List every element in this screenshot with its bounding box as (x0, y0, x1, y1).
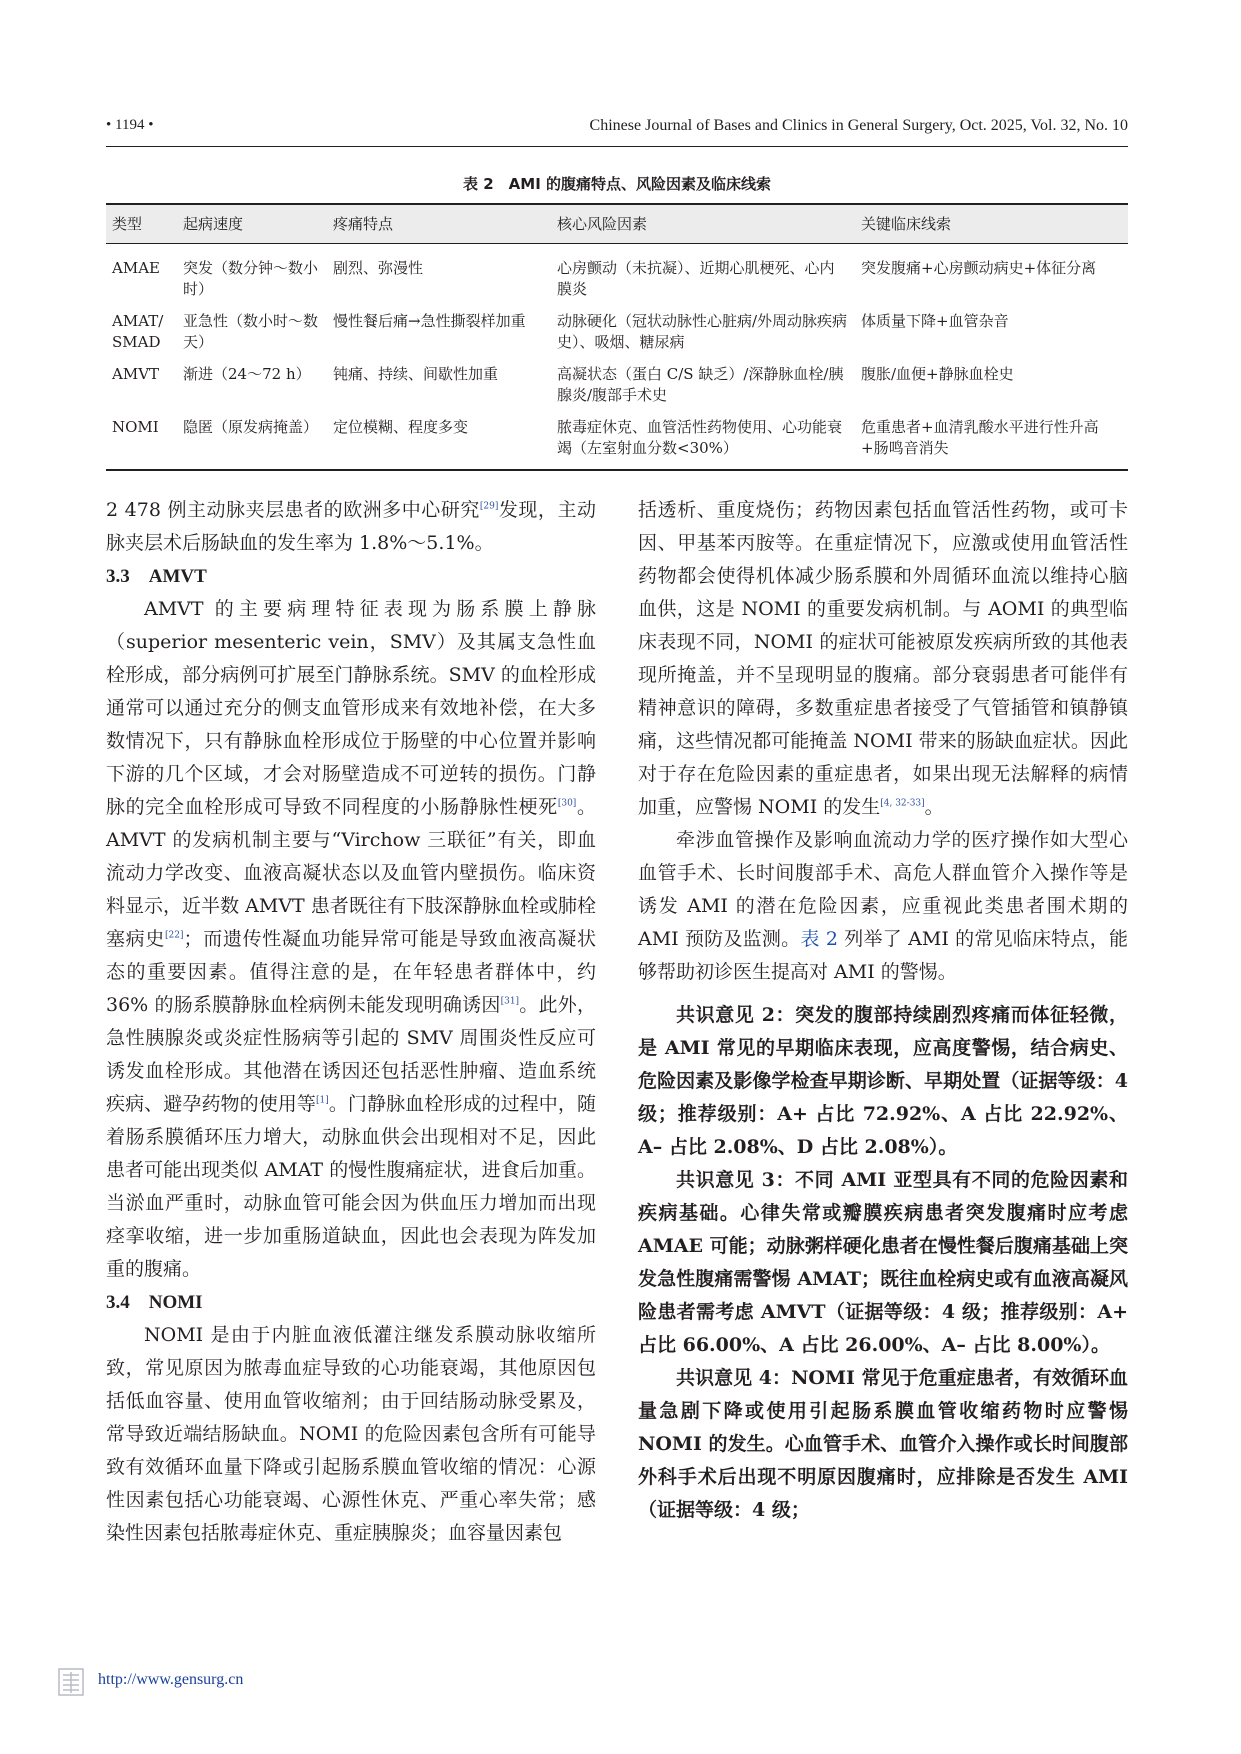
citation-ref[interactable]: [31] (500, 996, 520, 1007)
table-cell: AMAE (112, 259, 160, 277)
right-text-column (638, 494, 1128, 1527)
text-run: 括透析、重度烧伤；药物因素包括血管活性药物，或可卡因、甲基苯丙胺等。在重症情况下，应激或使用血管活性药物都会使得机体减少肠系膜和外周循环血流以维持心脑血供，这是 NOMI 的重要发病机制。与 AOMI 的典型临床表现不同，NOMI 的症状可能被原发疾病所致的其他表现所掩盖，并不呈现明显的腹痛。部分衰弱患者可能伴有精神意识的障碍，多数重症患者接受了气管插管和镇静镇痛，这些情况都可能掩盖 NOMI 带来的肠缺血症状。因此对于存在危险因素的重症患者，如果出现无法解释的病情加重，应警惕 NOMI 的发生 (638, 499, 1128, 818)
header-pain-features: 疼痛特点 (327, 204, 551, 244)
table-cell: 腹胀/血便+静脉血栓史 (861, 365, 1014, 383)
header-divider (106, 146, 1128, 147)
table-row (106, 406, 1128, 470)
table-header-row (106, 204, 1128, 244)
left-text-column (106, 494, 596, 1550)
table-cell: 突发（数分钟～数小时） (183, 259, 319, 298)
table-cell: 钝痛、持续、间歇性加重 (333, 365, 499, 383)
table-link[interactable]: 表 2 (800, 928, 838, 950)
header-onset-speed: 起病速度 (177, 204, 327, 244)
ami-features-table (106, 203, 1128, 471)
table-cell: 体质量下降+血管杂音 (861, 312, 1009, 330)
text-run: 列举了 AMI 的常见临床特点，能够帮助初诊医生提高对 AMI 的警惕。 (638, 928, 1128, 983)
table-cell: 心房颤动（未抗凝）、近期心肌梗死、心内膜炎 (557, 259, 835, 298)
section-heading-3-3: 3.3 AMVT (106, 566, 207, 587)
citation-ref[interactable]: [29] (479, 501, 499, 512)
text-run: 。此外，急性胰腺炎或炎症性肠病等引起的 SMV 周围炎性反应可诱发血栓形成。其他潜在诱因还包括恶性肿瘤、造血系统疾病、避孕药物的使用等 (106, 994, 596, 1115)
section-heading-3-4: 3.4 NOMI (106, 1292, 203, 1313)
table-cell: NOMI (106, 406, 177, 470)
text-run: AMVT 的主要病理特征表现为肠系膜上静脉（superior mesenteric vein，SMV）及其属支急性血栓形成，部分病例可扩展至门静脉系统。SMV 的血栓形成通常可以通过充分的侧支血管形成来有效地补偿，在大多数情况下，只有静脉血栓形成位于肠壁的中心位置并影响下游的几个区域，才会对肠壁造成不可逆转的损伤。门静脉的完全血栓形成可导致不同程度的小肠静脉性梗死 (106, 598, 596, 818)
table-cell: 慢性餐后痛→急性撕裂样加重 (333, 312, 526, 330)
text-run: 。 (924, 796, 944, 818)
paragraph: NOMI 是由于内脏血液低灌注继发系膜动脉收缩所致，常见原因为脓毒血症导致的心功能衰竭，其他原因包括低血容量、使用血管收缩剂；由于回结肠动脉受累及，常导致近端结肠缺血。NOMI 的危险因素包含所有可能导致有效循环血量下降或引起肠系膜血管收缩的情况：心源性因素包括心功能衰竭、心源性休克、严重心率失常；感染性因素包括脓毒症休克、重症胰腺炎；血容量因素包 (106, 1324, 596, 1544)
header-key-clinical-clues: 关键临床线索 (855, 204, 1128, 244)
text-run: 。AMVT 的发病机制主要与“Virchow 三联征”有关，即血流动力学改变、血液高凝状态以及血管内壁损伤。临床资料显示，近半数 AMVT 患者既往有下肢深静脉血栓或肺栓塞病史 (106, 796, 596, 950)
journal-info: Chinese Journal of Bases and Clinics in General Surgery, Oct. 2025, Vol. 32, No. 10 (589, 117, 1128, 134)
header-core-risk-factors: 核心风险因素 (551, 204, 855, 244)
table-cell: AMAT/ SMAD (112, 312, 164, 351)
text-run: 发现，主动脉夹层术后肠缺血的发生率为 1.8%～5.1%。 (106, 499, 596, 554)
table-row (106, 353, 1128, 406)
text-run: 牵涉血管操作及影响血流动力学的医疗操作如大型心血管手术、长时间腹部手术、高危人群血管介入操作等是诱发 AMI 的潜在危险因素，应重视此类患者围术期的 AMI 预防及监测。 (638, 829, 1128, 950)
table-cell: 亚急性（数小时～数天） (183, 312, 319, 351)
header-type: 类型 (106, 204, 177, 244)
consensus-opinion-3: 共识意见 3：不同 AMI 亚型具有不同的危险因素和疾病基础。心律失常或瓣膜疾病患者突发腹痛时应考虑 AMAE 可能；动脉粥样硬化患者在慢性餐后腹痛基础上突发急性腹痛需警惕 AMAT；既往血栓病史或有血液高凝风险患者需考虑 AMVT（证据等级：4 级；推荐级别：A+ 占比 66.00%、A 占比 26.00%、A– 占比 8.00%）。 (638, 1169, 1128, 1356)
paragraph (106, 494, 596, 560)
paragraph (638, 494, 1128, 824)
table-cell: 隐匿（原发病掩盖） (177, 406, 327, 470)
table-cell: AMVT (112, 365, 160, 383)
table-cell: 脓毒症休克、血管活性药物使用、心功能衰竭（左室射血分数<30%） (551, 406, 855, 470)
table-row (106, 244, 1128, 301)
consensus-opinion-2: 共识意见 2：突发的腹部持续剧烈疼痛而体征轻微，是 AMI 常见的早期临床表现，应高度警惕，结合病史、危险因素及影像学检查早期诊断、早期处置（证据等级：4 级；推荐级别：A+ 占比 72.92%、A 占比 22.92%、A– 占比 2.08%、D 占比 2.08%）。 (638, 1004, 1128, 1158)
journal-logo-icon (58, 1668, 84, 1696)
citation-ref[interactable]: [30] (557, 798, 577, 809)
consensus-opinion-4: 共识意见 4：NOMI 常见于危重症患者，有效循环血量急剧下降或使用引起肠系膜血管收缩药物时应警惕 NOMI 的发生。心血管手术、血管介入操作或长时间腹部外科手术后出现不明原因腹痛时，应排除是否发生 AMI（证据等级：4 级； (638, 1367, 1128, 1521)
table-cell: 突发腹痛+心房颤动病史+体征分离 (861, 259, 1097, 277)
text-run: 。门静脉血栓形成的过程中，随着肠系膜循环压力增大，动脉血供会出现相对不足，因此患者可能出现类似 AMAT 的慢性腹痛症状，进食后加重。当淤血严重时，动脉血管可能会因为供血压力增加而出现痉挛收缩，进一步加重肠道缺血，因此也会表现为阵发加重的腹痛。 (106, 1093, 596, 1280)
table-cell: 危重患者+血清乳酸水平进行性升高+肠鸣音消失 (855, 406, 1128, 470)
table-caption: 表 2 AMI 的腹痛特点、风险因素及临床线索 (463, 175, 771, 193)
table-cell: 动脉硬化（冠状动脉性心脏病/外周动脉疾病史）、吸烟、糖尿病 (557, 312, 848, 351)
paragraph (106, 593, 596, 1286)
text-run: ；而遗传性凝血功能异常可能是导致血液高凝状态的重要因素。值得注意的是，在年轻患者群体中，约 36% 的肠系膜静脉血栓病例未能发现明确诱因 (106, 928, 596, 1016)
table-cell: 剧烈、弥漫性 (333, 259, 424, 277)
paragraph (638, 824, 1128, 989)
table-cell: 渐进（24～72 h） (183, 365, 311, 383)
citation-ref[interactable]: [4, 32-33] (880, 798, 925, 809)
table-cell: 定位模糊、程度多变 (327, 406, 551, 470)
table-row (106, 300, 1128, 353)
citation-ref[interactable]: [1] (315, 1095, 329, 1106)
citation-ref[interactable]: [22] (165, 930, 184, 941)
journal-website-link[interactable]: http://www.gensurg.cn (98, 1671, 244, 1688)
page-number: • 1194 • (106, 117, 154, 133)
text-run: 2 478 例主动脉夹层患者的欧洲多中心研究 (106, 499, 480, 521)
table-cell: 高凝状态（蛋白 C/S 缺乏）/深静脉血栓/胰腺炎/腹部手术史 (557, 365, 844, 404)
